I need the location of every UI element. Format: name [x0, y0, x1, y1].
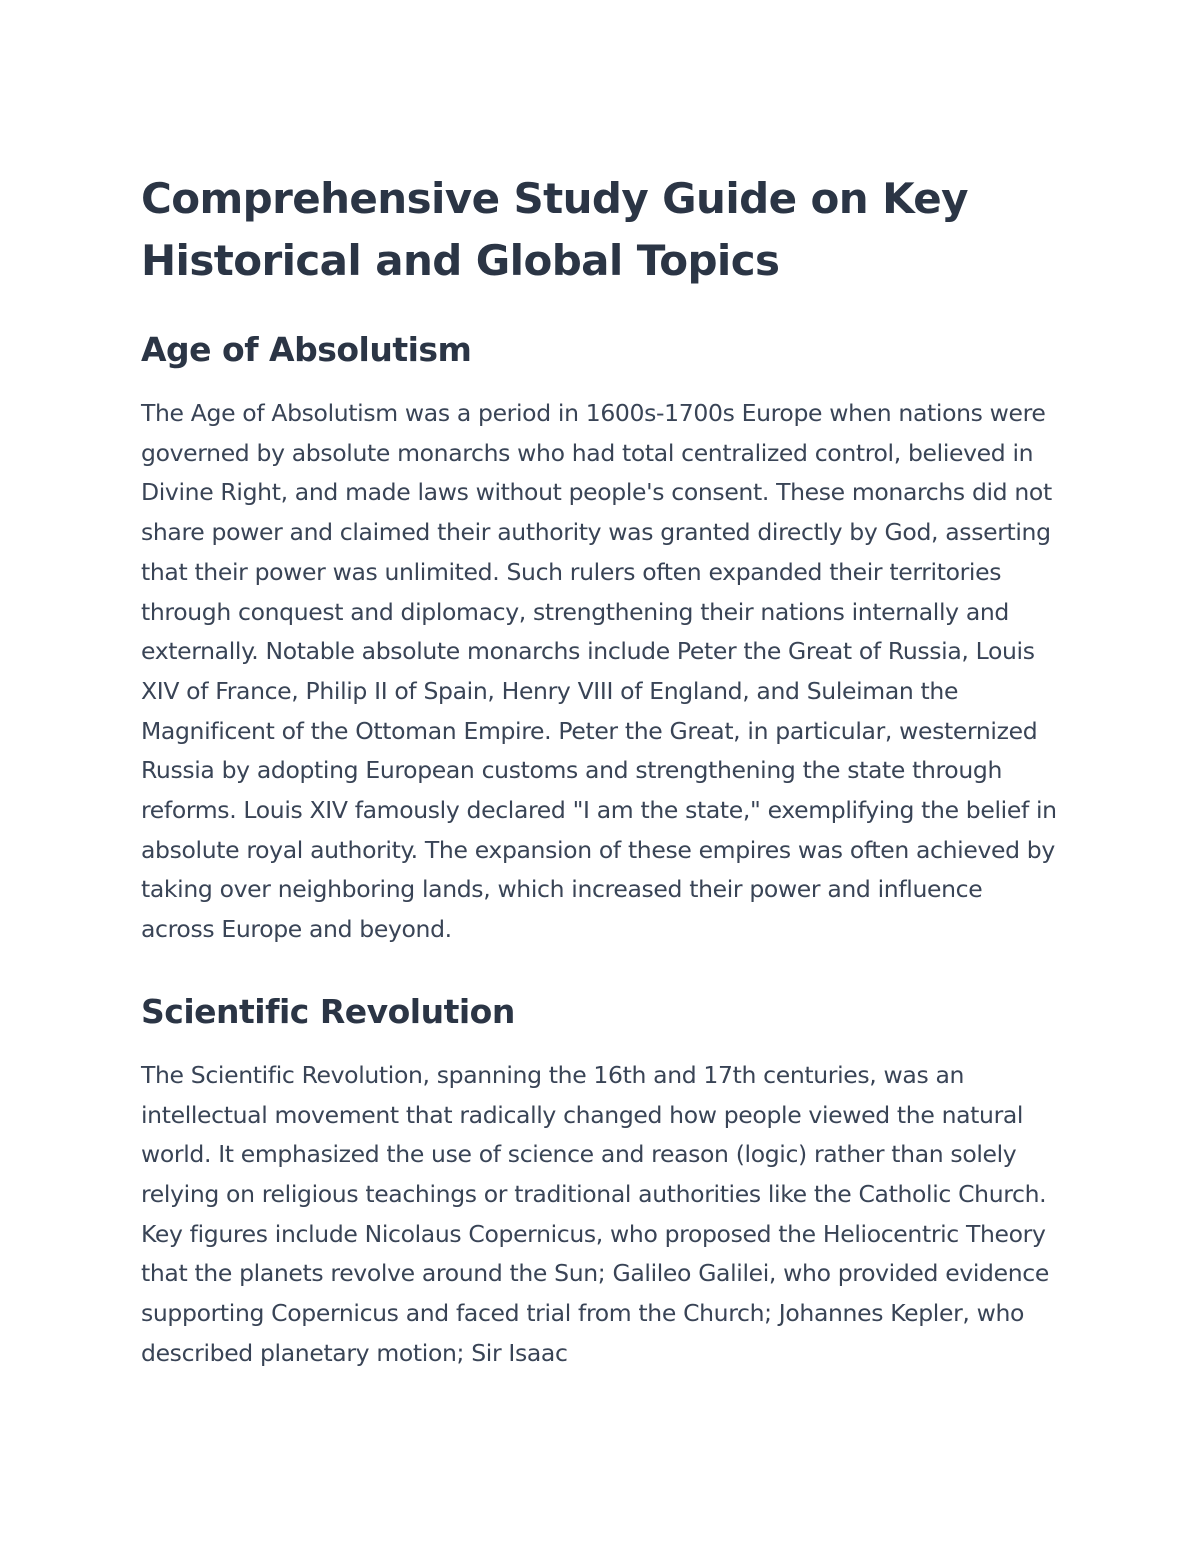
- section-paragraph: The Age of Absolutism was a period in 1600s-1700s Europe when nations were governed by absolute monarchs who had total centralized control, believed in Divine Right, and made laws without people's consent. These monarchs did not share power and claimed their authority was granted directly by God, asserting that their power was unlimited. Such rulers often expanded their territories through conquest and diplomacy, strengthening their nations internally and externally. Notable absolute monarchs include Peter the Great of Russia, Louis XIV of France, Philip II of Spain, Henry VIII of England, and Suleiman the Magnificent of the Ottoman Empire. Peter the Great, in particular, westernized Russia by adopting European customs and strengthening the state through reforms. Louis XIV famously declared "I am the state," exemplifying the belief in absolute royal authority. The expansion of these empires was often achieved by taking over neighboring lands, which increased their power and influence across Europe and beyond.: [141, 399, 1057, 944]
- document-page: [141, 168, 1061, 1413]
- section-age-of-absolutism: [141, 328, 1061, 950]
- document-title: Comprehensive Study Guide on Key Historical and Global Topics: [141, 174, 968, 285]
- section-paragraph: The Scientific Revolution, spanning the 16th and 17th centuries, was an intellectual movement that radically changed how people viewed the natural world. It emphasized the use of science and reason (logic) rather than solely relying on religious teachings or traditional authorities like the Catholic Church. Key figures include Nicolaus Copernicus, who proposed the Heliocentric Theory that the planets revolve around the Sun; Galileo Galilei, who provided evidence supporting Copernicus and faced trial from the Church; Johannes Kepler, who described planetary motion; Sir Isaac: [141, 1060, 1049, 1367]
- section-heading: Scientific Revolution: [141, 991, 515, 1031]
- section-heading: Age of Absolutism: [141, 330, 472, 369]
- section-scientific-revolution: [141, 990, 1061, 1374]
